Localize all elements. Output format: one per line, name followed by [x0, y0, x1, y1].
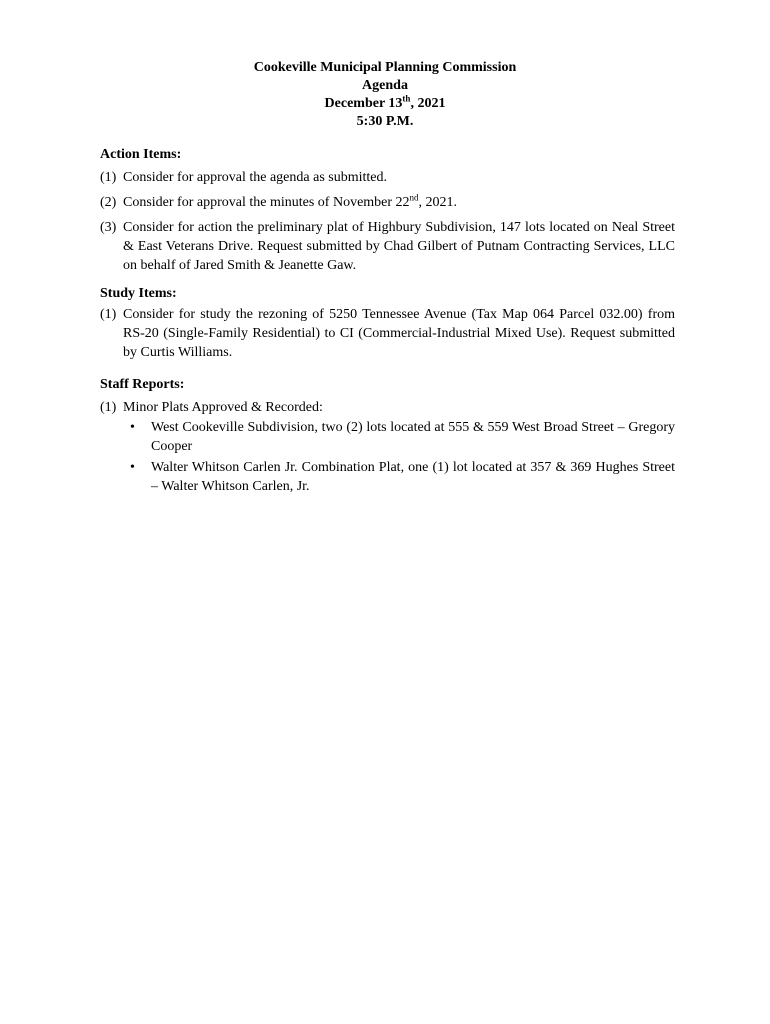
meeting-date: December 13th, 2021: [324, 93, 446, 111]
staff-bullet-1: • West Cookeville Subdivision, two (2) lots located at 555 & 559 West Broad Street – Gregory Cooper: [130, 420, 675, 454]
action-item-3: (3) Consider for action the preliminary plat of Highbury Subdivision, 147 lots located on Neal Street & East Veterans Drive. Request submitted by Chad Gilbert of Putnam Contracting Services, LLC on behalf of Jared Smith & Jeanette Gaw.: [100, 220, 675, 273]
action-item-1: (1) Consider for approval the agenda as submitted.: [100, 170, 387, 185]
action-item-2: (2) Consider for approval the minutes of November 22nd, 2021.: [100, 192, 458, 210]
commission-name: Cookeville Municipal Planning Commission: [253, 60, 517, 75]
study-items-heading: Study Items:: [100, 286, 177, 301]
document-type: Agenda: [362, 78, 408, 93]
bullet-icon: •: [130, 460, 135, 475]
staff-reports-heading: Staff Reports:: [100, 377, 185, 392]
action-items-heading: Action Items:: [100, 147, 182, 162]
staff-item-1: (1) Minor Plats Approved & Recorded:: [100, 400, 323, 415]
study-item-1: (1) Consider for study the rezoning of 5250 Tennessee Avenue (Tax Map 064 Parcel 032.00) from RS-20 (Single-Family Residential) to CI (Commercial-Industrial Mixed Use). Request submitted by Curtis Williams.: [100, 307, 675, 360]
agenda-header: [0, 59, 770, 131]
meeting-time: 5:30 P.M.: [356, 114, 414, 129]
staff-bullet-2: • Walter Whitson Carlen Jr. Combination Plat, one (1) lot located at 357 & 369 Hughes Street – Walter Whitson Carlen, Jr.: [130, 460, 675, 494]
bullet-icon: •: [130, 420, 135, 435]
